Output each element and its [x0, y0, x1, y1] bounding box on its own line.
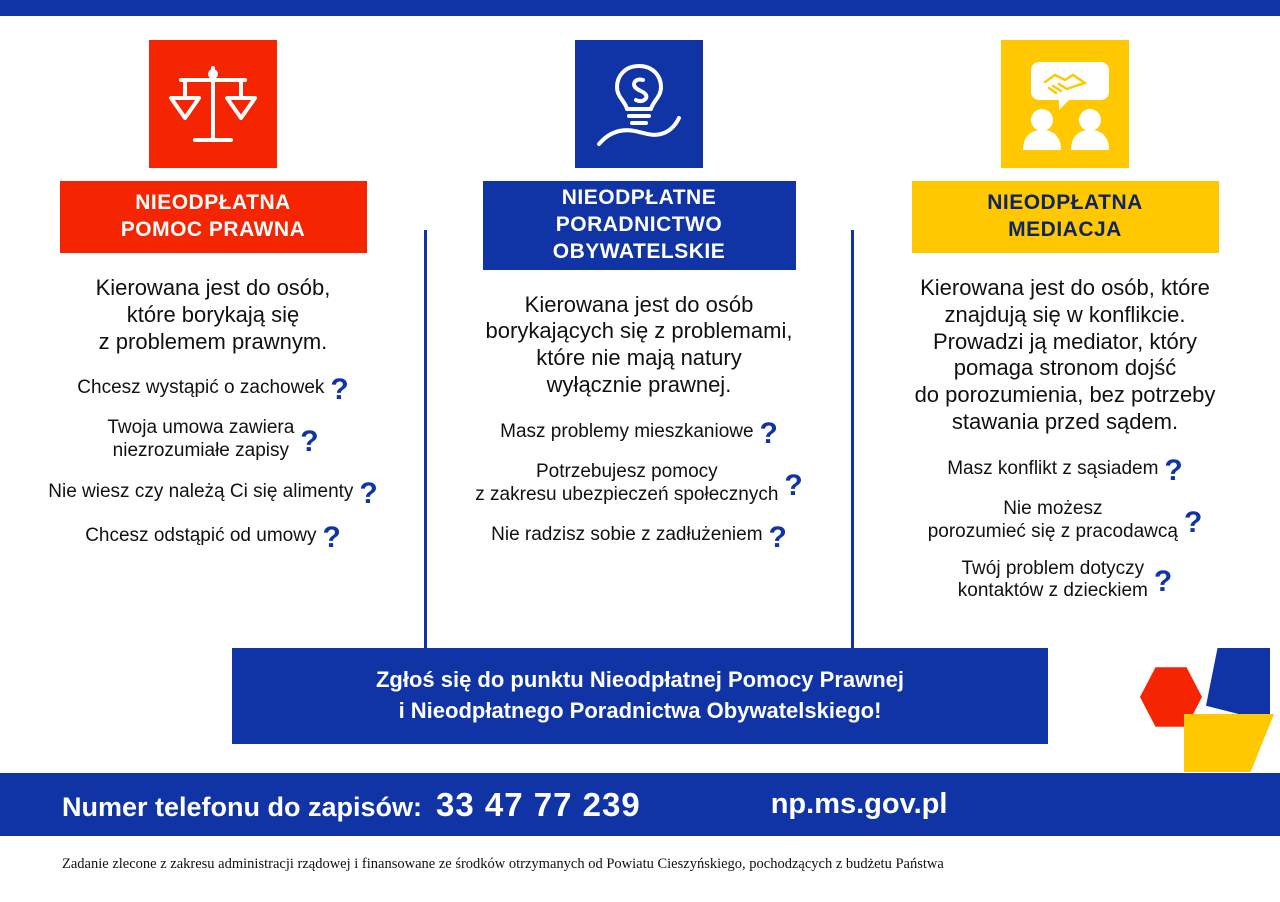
top-accent-bar	[0, 0, 1280, 16]
column-pomoc-prawna	[0, 40, 426, 555]
list-item	[77, 373, 349, 407]
question-text	[500, 421, 753, 444]
intro-line: Kierowana jest do osób	[524, 291, 754, 317]
heading-line-1: NIEODPŁATNA	[987, 191, 1143, 215]
cta-line-1: Zgłoś się do punktu Nieodpłatnej Pomocy Prawnej	[375, 667, 905, 693]
question-mark-icon: ?	[1153, 565, 1173, 599]
question-text	[928, 498, 1178, 544]
phone-label: Numer telefonu do zapisów:	[62, 791, 423, 822]
cta-line-2: i Nieodpłatnego Poradnictwa Obywatelskiego!	[398, 698, 882, 723]
question-line: porozumieć się z pracodawcą	[927, 520, 1178, 542]
intro-line: Kierowana jest do osób,	[95, 275, 331, 300]
intro-pomoc-prawna	[23, 275, 403, 355]
question-line: Chcesz wystąpić o zachowek	[77, 377, 325, 399]
question-list-pomoc-prawna	[13, 373, 413, 555]
question-line: niezrozumiałe zapisy	[112, 440, 290, 462]
question-text	[947, 458, 1158, 481]
question-line: Nie wiesz czy należą Ci się alimenty	[48, 480, 354, 502]
yellow-polygon-shape	[1184, 714, 1274, 772]
question-line: Chcesz odstąpić od umowy	[85, 524, 317, 546]
column-divider	[424, 230, 427, 655]
intro-line: Kierowana jest do osób, które	[920, 275, 1210, 300]
question-list-poradnictwo-obywatelskie	[439, 416, 839, 554]
intro-line: Prowadzi ją mediator, który	[932, 328, 1198, 354]
intro-line: stawania przed sądem.	[951, 409, 1179, 435]
heading-poradnictwo-obywatelskie	[483, 181, 796, 270]
intro-line: które borykają się	[126, 301, 300, 327]
list-item	[107, 417, 318, 463]
question-mark-icon: ?	[784, 468, 803, 502]
intro-mediacja	[875, 275, 1255, 436]
intro-line: znajdują się w konflikcie.	[944, 301, 1186, 327]
heading-mediacja	[912, 181, 1219, 253]
intro-line: do porozumienia, bez potrzeby	[914, 382, 1216, 408]
question-mark-icon: ?	[1164, 453, 1183, 487]
list-item	[500, 416, 778, 450]
list-item	[958, 558, 1172, 604]
question-text	[958, 558, 1148, 604]
intro-line: pomaga stronom dojść	[953, 355, 1177, 381]
question-line: Potrzebujesz pomocy	[536, 460, 718, 482]
list-item	[491, 520, 787, 554]
question-mark-icon: ?	[330, 373, 349, 407]
question-line: Twoja umowa zawiera	[107, 417, 295, 439]
list-item	[947, 453, 1183, 487]
website-link[interactable]: np.ms.gov.pl	[770, 788, 948, 820]
decorative-shapes	[1140, 648, 1280, 773]
intro-line: które nie mają natury	[536, 345, 742, 371]
question-text	[491, 524, 762, 547]
phone-number[interactable]: 33 47 77 239	[436, 785, 641, 823]
question-line: kontaktów z dzieckiem	[957, 580, 1148, 602]
list-item	[475, 461, 802, 507]
heading-line-1: NIEODPŁATNA	[135, 191, 291, 215]
services-columns	[0, 40, 1280, 603]
call-to-action-banner	[232, 648, 1048, 744]
scales-of-justice-icon	[149, 40, 277, 168]
question-text	[475, 461, 778, 507]
question-mark-icon: ?	[768, 520, 787, 554]
intro-line: z problemem prawnym.	[98, 328, 328, 354]
intro-line: borykających się z problemami,	[485, 318, 793, 344]
column-mediacja	[852, 40, 1278, 603]
list-item	[48, 477, 378, 511]
heading-line-2: PORADNICTWO OBYWATELSKIE	[552, 212, 726, 263]
question-line: Nie radzisz sobie z zadłużeniem	[491, 524, 763, 546]
question-text	[48, 481, 353, 504]
blue-polygon-shape	[1206, 648, 1270, 722]
contact-band	[0, 773, 1280, 836]
question-line: z zakresu ubezpieczeń społecznych	[475, 483, 779, 505]
question-mark-icon: ?	[759, 416, 778, 450]
question-mark-icon: ?	[1183, 505, 1203, 539]
question-text	[107, 417, 294, 463]
question-text	[77, 377, 324, 400]
column-poradnictwo-obywatelskie	[426, 40, 852, 554]
intro-poradnictwo-obywatelskie	[449, 292, 829, 399]
intro-line: wyłącznie prawnej.	[546, 372, 732, 398]
question-text	[85, 525, 316, 548]
heading-line-1: NIEODPŁATNE	[561, 186, 717, 209]
list-item	[85, 521, 341, 555]
heading-line-2: MEDIACJA	[1008, 218, 1122, 241]
heading-pomoc-prawna	[60, 181, 367, 253]
question-line: Masz konflikt z sąsiadem	[947, 457, 1159, 479]
question-mark-icon: ?	[322, 521, 341, 555]
footnote-text: Zadanie zlecone z zakresu administracji rządowej i finansowane ze środków otrzymanych od Powiatu Cieszyńskiego, pochodzących z budżetu Państwa	[62, 856, 944, 872]
handshake-speech-bubble-icon	[1001, 40, 1129, 168]
question-line: Nie możesz	[1003, 497, 1103, 519]
column-divider	[851, 230, 854, 655]
question-line: Twój problem dotyczy	[961, 557, 1145, 579]
question-list-mediacja	[865, 454, 1265, 603]
question-mark-icon: ?	[300, 425, 319, 459]
question-line: Masz problemy mieszkaniowe	[500, 420, 754, 442]
phone-group	[62, 786, 641, 824]
heading-line-2: POMOC PRAWNA	[120, 218, 306, 241]
hand-with-lightbulb-icon	[575, 40, 703, 168]
question-mark-icon: ?	[359, 477, 378, 511]
list-item	[928, 498, 1203, 544]
